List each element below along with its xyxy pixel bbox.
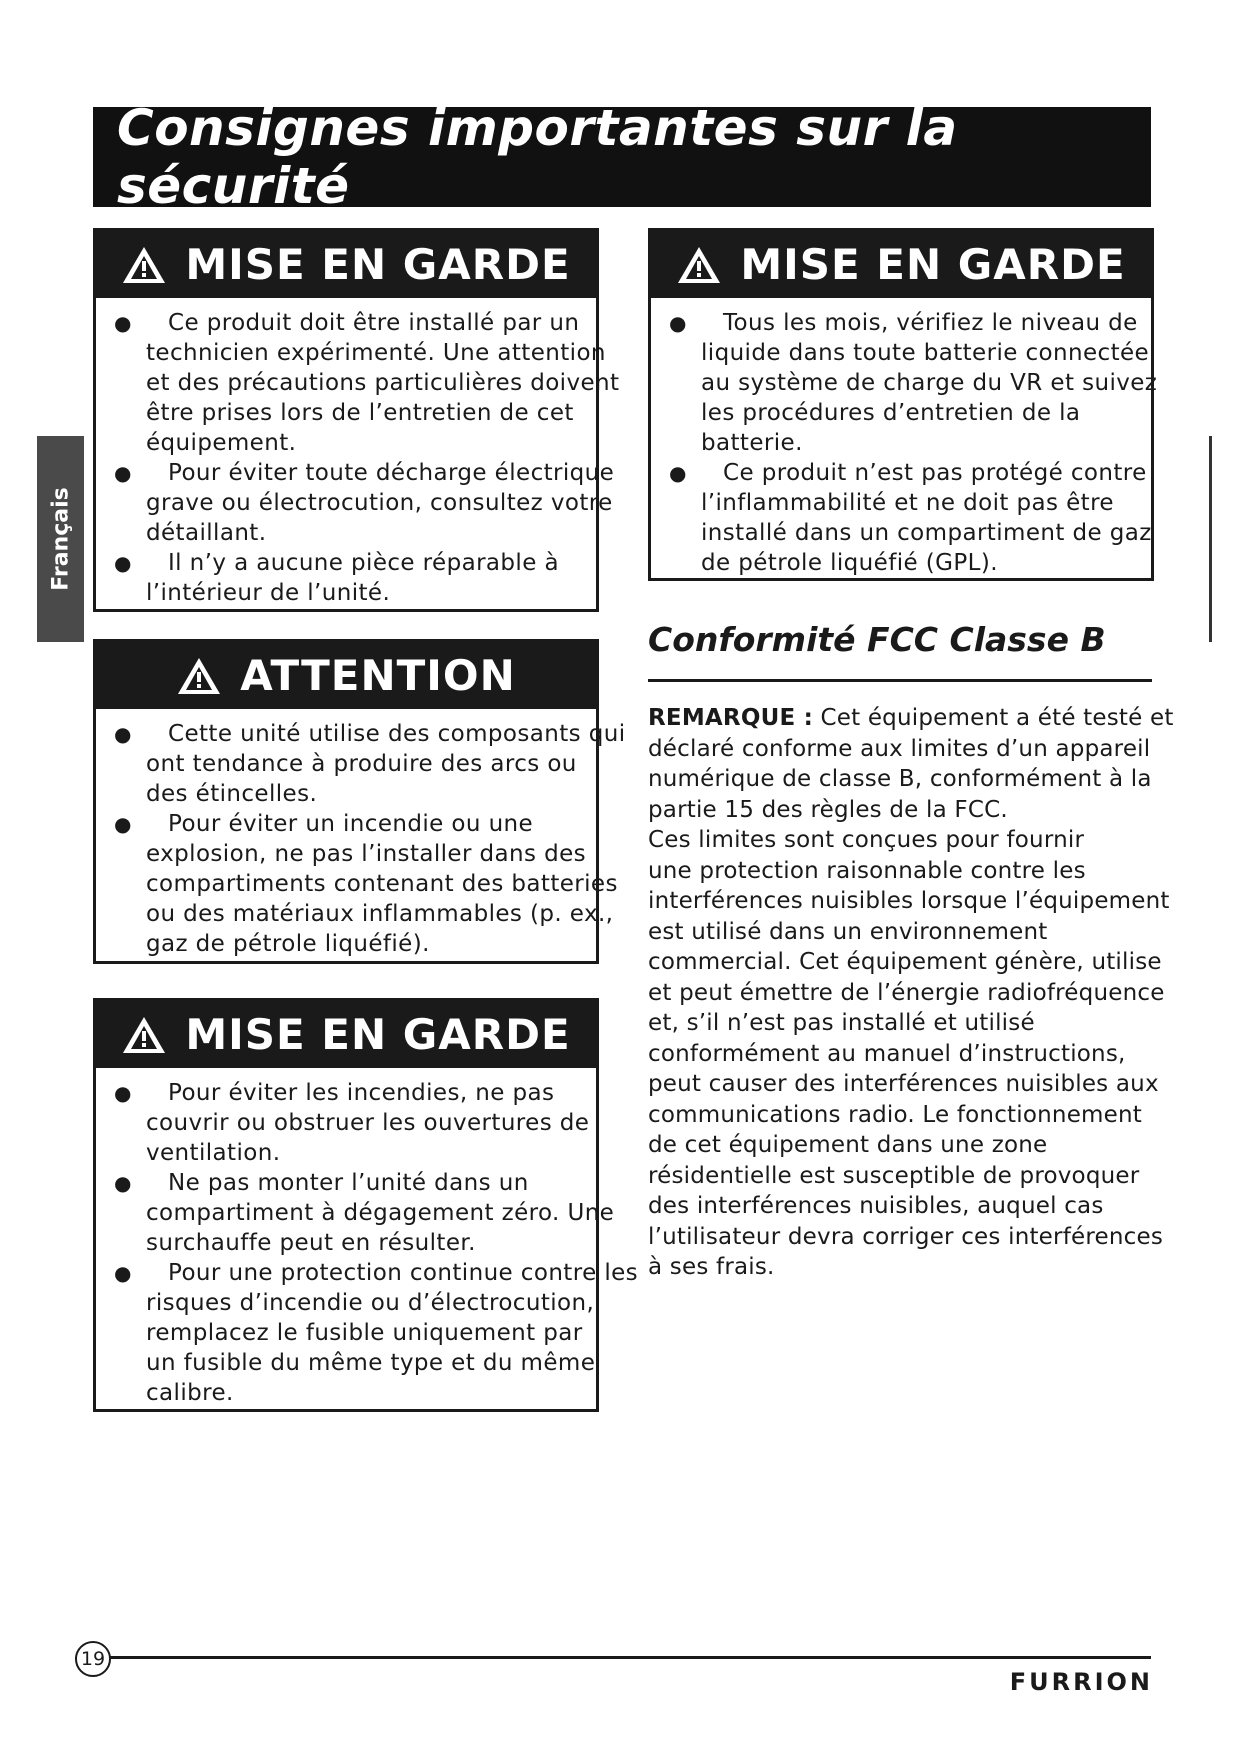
list-line: équipement. <box>146 430 297 456</box>
list-line: au système de charge du VR et suivez <box>701 370 1158 396</box>
list-line: ont tendance à produire des arcs ou <box>146 751 577 777</box>
list-line: un fusible du même type et du même <box>146 1350 596 1376</box>
list-line: ● Cette unité utilise des composants qui <box>114 721 626 747</box>
list-line: ● Ce produit n’est pas protégé contre <box>669 460 1147 486</box>
list-line: ● Pour une protection continue contre les <box>114 1260 639 1286</box>
list-line: l’inflammabilité et ne doit pas être <box>701 490 1114 516</box>
page-number: 19 <box>75 1641 111 1677</box>
warning-heading: MISE EN GARDE <box>185 240 571 289</box>
list-line: compartiments contenant des batteries <box>146 871 618 897</box>
warning-box-2 <box>648 228 1158 581</box>
list-line: détaillant. <box>146 520 267 546</box>
list-line: technicien expérimenté. Une attention <box>146 340 606 366</box>
brand-logo: FURRION <box>1009 1668 1153 1696</box>
page-title: Consignes importantes sur la sécurité <box>117 99 958 215</box>
fcc-line: REMARQUE : Cet équipement a été testé et <box>648 705 1174 731</box>
list-line: couvrir ou obstruer les ouvertures de <box>146 1110 590 1136</box>
fcc-line: des interférences nuisibles, auquel cas <box>648 1193 1104 1219</box>
footer-rule <box>108 1656 1151 1659</box>
warning-triangle-icon <box>121 1015 167 1055</box>
warning-list <box>96 1068 639 1414</box>
list-line: ventilation. <box>146 1140 281 1166</box>
list-line: ● Pour éviter un incendie ou une <box>114 811 534 837</box>
language-tab <box>37 436 84 642</box>
fcc-line: partie 15 des règles de la FCC. <box>648 796 1008 823</box>
fcc-line: de cet équipement dans une zone <box>648 1132 1048 1158</box>
list-line: liquide dans toute batterie connectée <box>701 340 1150 366</box>
margin-marker <box>1209 436 1212 642</box>
list-line: ● Il n’y a aucune pièce réparable à <box>114 550 559 576</box>
list-line: calibre. <box>146 1380 234 1406</box>
warning-box-header <box>96 231 596 298</box>
list-line: les procédures d’entretien de la <box>701 400 1081 426</box>
fcc-line: Ces limites sont conçues pour fournir <box>648 827 1085 853</box>
list-line: ● Pour éviter les incendies, ne pas <box>114 1080 555 1106</box>
warning-triangle-icon <box>121 245 167 285</box>
caution-box <box>93 639 626 964</box>
fcc-line: est utilisé dans un environnement <box>648 918 1048 945</box>
title-bar <box>93 99 1151 215</box>
warning-box-header <box>651 231 1151 298</box>
fcc-line: et peut émettre de l’énergie radiofréquence <box>648 979 1165 1006</box>
list-line: l’intérieur de l’unité. <box>146 580 391 606</box>
list-line: ou des matériaux inflammables (p. ex., <box>146 901 614 927</box>
list-line: installé dans un compartiment de gaz <box>701 520 1152 546</box>
warning-heading: MISE EN GARDE <box>740 240 1126 289</box>
warning-box-header <box>96 1001 596 1068</box>
list-line: ● Pour éviter toute décharge électrique <box>114 460 615 486</box>
caution-box-header <box>96 642 596 709</box>
list-line: ● Tous les mois, vérifiez le niveau de <box>669 310 1138 336</box>
list-line: explosion, ne pas l’installer dans des <box>146 841 587 867</box>
list-line: risques d’incendie ou d’électrocution, <box>146 1290 595 1316</box>
list-line: grave ou électrocution, consultez votre <box>146 490 613 516</box>
fcc-line: communications radio. Le fonctionnement <box>648 1101 1142 1128</box>
fcc-line: numérique de classe B, conformément à la <box>648 766 1152 792</box>
list-line: compartiment à dégagement zéro. Une <box>146 1200 615 1226</box>
fcc-line: une protection raisonnable contre les <box>648 857 1086 884</box>
list-line: et des précautions particulières doivent <box>146 370 620 396</box>
fcc-line: résidentielle est susceptible de provoquer <box>648 1162 1140 1189</box>
fcc-line: interférences nuisibles lorsque l’équipement <box>648 888 1170 914</box>
fcc-line: à ses frais. <box>648 1254 775 1280</box>
warning-triangle-icon <box>176 656 222 696</box>
note-label: REMARQUE : <box>648 705 813 731</box>
list-line: ● Ne pas monter l’unité dans un <box>114 1170 529 1196</box>
fcc-line: déclaré conforme aux limites d’un appareil <box>648 735 1151 762</box>
caution-heading: ATTENTION <box>240 651 516 700</box>
fcc-title-rule <box>648 679 1152 682</box>
warning-list <box>96 298 620 614</box>
list-line: remplacez le fusible uniquement par <box>146 1320 583 1346</box>
fcc-line: l’utilisateur devra corriger ces interférences <box>648 1223 1163 1250</box>
fcc-body <box>648 703 1174 1283</box>
language-tab-label: Français <box>48 487 73 591</box>
fcc-line: conformément au manuel d’instructions, <box>648 1040 1126 1067</box>
warning-box-1 <box>93 228 620 612</box>
warning-list <box>651 298 1158 584</box>
warning-box-3 <box>93 998 639 1412</box>
list-line: des étincelles. <box>146 781 318 807</box>
list-line: ● Ce produit doit être installé par un <box>114 310 580 336</box>
list-line: batterie. <box>701 430 803 456</box>
warning-heading: MISE EN GARDE <box>185 1010 571 1059</box>
list-line: être prises lors de l’entretien de cet <box>146 400 574 426</box>
fcc-line: et, s’il n’est pas installé et utilisé <box>648 1010 1035 1036</box>
caution-list <box>96 709 626 965</box>
warning-triangle-icon <box>676 245 722 285</box>
fcc-line: peut causer des interférences nuisibles aux <box>648 1071 1159 1097</box>
fcc-section-title: Conformité FCC Classe B <box>648 620 1106 659</box>
list-line: gaz de pétrole liquéfié). <box>146 931 430 957</box>
list-line: de pétrole liquéfié (GPL). <box>701 550 998 576</box>
list-line: surchauffe peut en résulter. <box>146 1230 476 1256</box>
fcc-line: commercial. Cet équipement génère, utilise <box>648 949 1162 975</box>
